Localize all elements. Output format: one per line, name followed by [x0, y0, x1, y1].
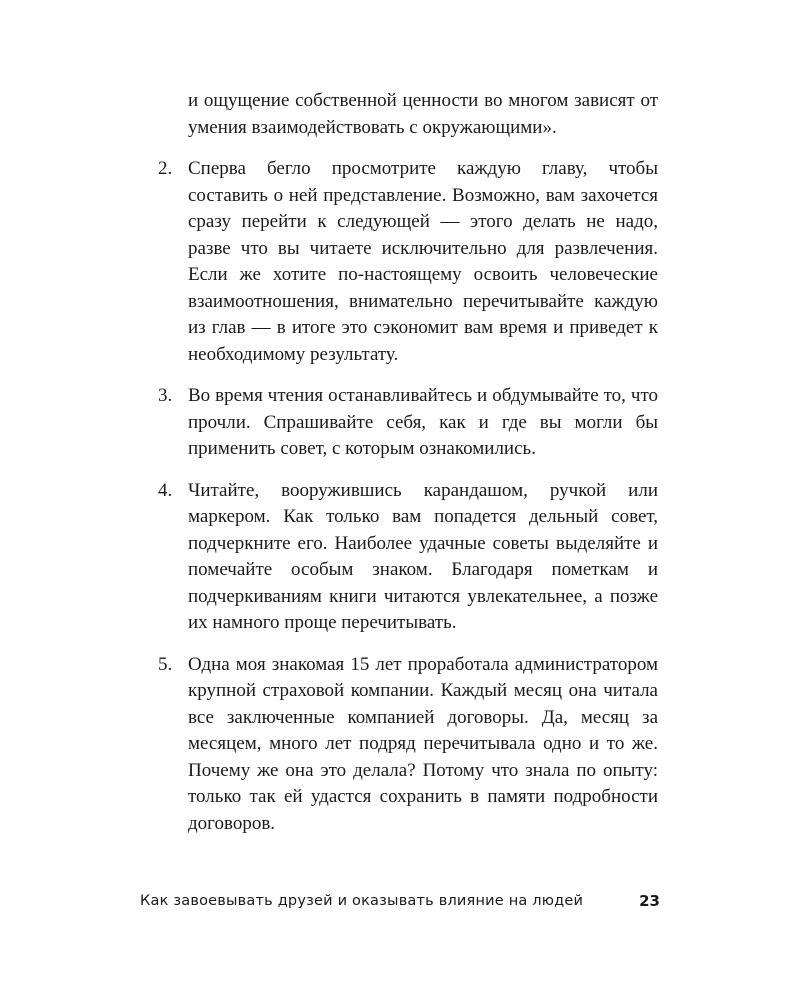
list-number: 4. — [158, 479, 173, 501]
list-text: Одна моя знакомая 15 лет проработала администратором крупной страховой компании. Каждый месяц она читала все заключенные компанией договоры. Да, месяц за месяцем, много лет подряд перечитывала одно и то же. Почему же она это делала? Потому что знала по опыту: только так ей удастся сохранить в памяти подробности договоров. — [188, 653, 658, 834]
list-text: Сперва бегло просмотрите каждую главу, чтобы составить о ней представление. Возможно, вам захочется сразу перейти к следующей — этого делать не надо, разве что вы читаете исключительно для развлечения. Если же хотите по-настоящему освоить человеческие взаимоотношения, внимательно перечитывайте каждую из глав — в итоге это сэкономит вам время и приведет к необходимому результату. — [188, 158, 658, 365]
running-footer-book-title: Как завоевывать друзей и оказывать влияние на людей — [140, 893, 584, 909]
list-number: 5. — [158, 653, 173, 675]
list-number: 2. — [158, 158, 173, 179]
continuation-paragraph: и ощущение собственной ценности во многом зависят от умения взаимодействовать с окружающими». — [188, 90, 658, 138]
list-number: 3. — [158, 385, 173, 406]
page-number: 23 — [639, 892, 660, 910]
list-item-5 — [150, 652, 658, 838]
list-item-4 — [150, 478, 658, 637]
list-text: Читайте, вооружившись карандашом, ручкой или маркером. Как только вам попадется дельный совет, подчеркните его. Наиболее удачные советы выделяйте и помечайте особым знаком. Благодаря пометкам и подчеркиваниям книги читаются увлекательнее, а позже их намного проще перечитывать. — [188, 479, 658, 633]
page-footer — [140, 893, 660, 917]
page-body — [150, 88, 658, 852]
list-item-2 — [150, 156, 658, 368]
list-text: Во время чтения останавливайтесь и обдумывайте то, что прочли. Спрашивайте себя, как и где вы могли бы применить совет, с которым ознакомились. — [188, 385, 658, 459]
list-item-3 — [150, 383, 658, 463]
